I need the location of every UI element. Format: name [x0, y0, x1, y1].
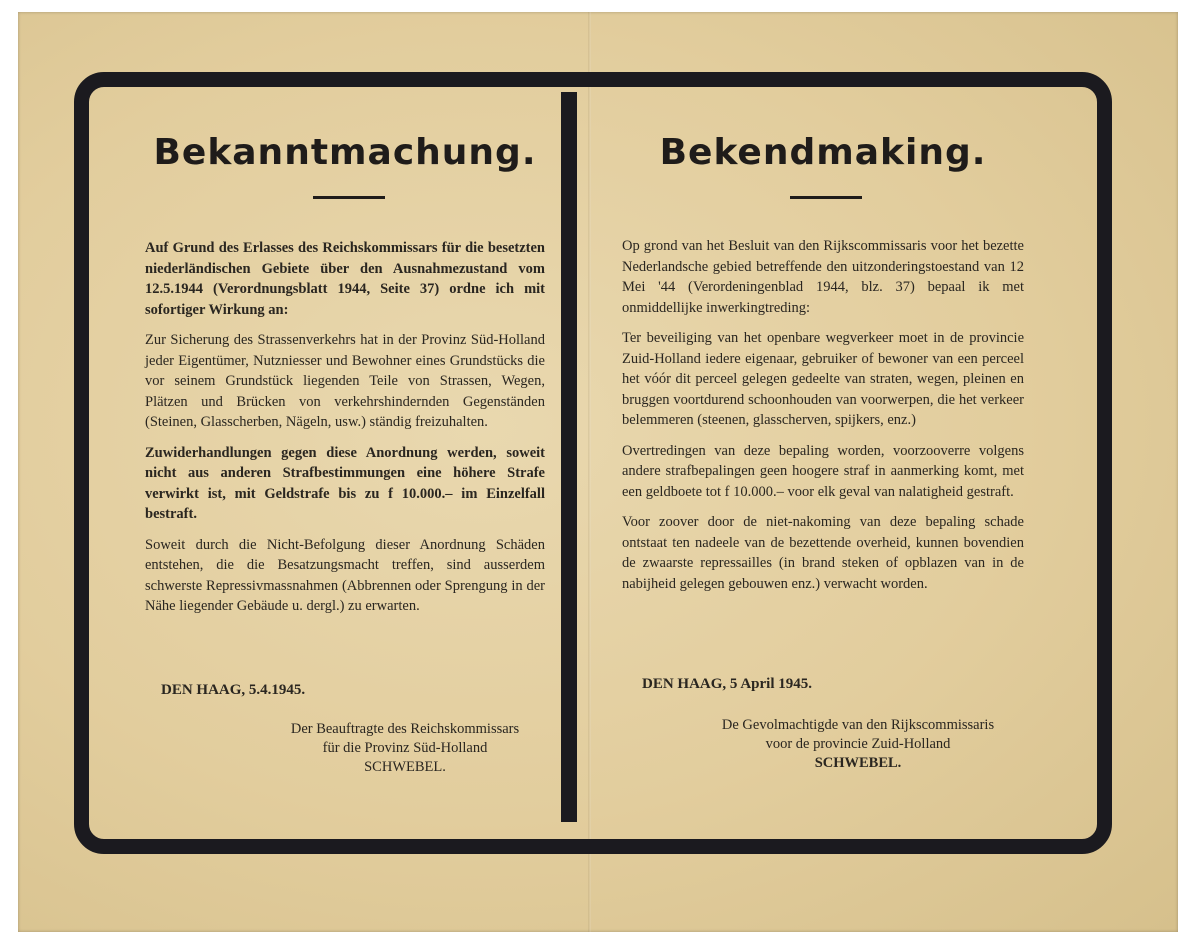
dutch-title-rule [790, 196, 862, 199]
german-paragraph: Soweit durch die Nicht-Befolgung dieser Anordnung Schäden entstehen, die die Besatzungsmacht treffen, sind ausserdem schwerste Repressivmassnahmen (Abbrennen oder Sprengung in der Nähe liegender Gebäude u. dergl.) zu erwarten. [145, 536, 545, 614]
dutch-paragraph: Voor zoover door de niet-nakoming van deze bepaling schade ontstaat ten nadeele van de bezettende overheid, kunnen bovendien de zwaarste repressailles (in brand steken of opblazen van in de nabijheid gelegen gebouwen enz.) verwacht worden. [622, 514, 1024, 592]
german-signature [265, 720, 545, 777]
german-signature-line1: Der Beauftragte des Reichskommissars [290, 721, 520, 737]
dutch-signature [688, 716, 1028, 773]
german-signature-line2: für die Provinz Süd-Holland [322, 740, 488, 756]
german-signature-name: SCHWEBEL. [364, 759, 446, 775]
german-body [145, 238, 545, 627]
german-paragraph: Auf Grund des Erlasses des Reichskommissars für die besetzten niederländischen Gebiete über den Ausnahmezustand vom 12.5.1944 (Verordnungsblatt 1944, Seite 37) ordne ich mit sofortiger Wirkung an: [145, 240, 545, 318]
dutch-body [622, 236, 1024, 604]
german-paragraph: Zur Sicherung des Strassenverkehrs hat in der Provinz Süd-Holland jeder Eigentümer, Nutzniesser und Bewohner eines Grundstücks die vor seinem Grundstück liegenden Teile von Strassen, Wegen, Plätzen und Brücken von verkehrshindernden Gegenständen (Steinen, Glasscherben, Nägeln, usw.) ständig freizuhalten. [145, 332, 545, 430]
dutch-dateline: DEN HAAG, 5 April 1945. [642, 676, 813, 692]
german-paragraph: Zuwiderhandlungen gegen diese Anordnung werden, soweit nicht aus anderen Strafbestimmungen eine höhere Strafe verwirkt ist, mit Geldstrafe bis zu f 10.000.– im Einzelfall bestraft. [145, 444, 545, 522]
dutch-paragraph: Overtredingen van deze bepaling worden, voorzooverre volgens andere strafbepalingen geen hoogere straf in aanmerking komt, met een geldboete tot f 10.000.– voor elk geval van nalatigheid gestraft. [622, 442, 1024, 500]
dutch-paragraph: Ter beveiliging van het openbare wegverkeer moet in de provincie Zuid-Holland iedere eigenaar, gebruiker of bewoner van een perceel het vóór dit perceel gelegen gedeelte van straten, wegen, pleinen en bruggen voortdurend schoonhouden van voorwerpen, die het verkeer belemmeren (steenen, glasscherven, spijkers, enz.) [622, 330, 1024, 428]
dutch-signature-line1: De Gevolmachtigde van den Rijkscommissaris [721, 717, 995, 733]
german-title-rule [313, 196, 385, 199]
dutch-signature-name: SCHWEBEL. [814, 755, 902, 771]
german-title: Bekanntmachung. [153, 132, 537, 173]
dutch-paragraph: Op grond van het Besluit van den Rijkscommissaris voor het bezette Nederlandsche gebied betreffende den uitzonderingstoestand van 12 Mei '44 (Verordeningenblad 1944, blz. 37) bepaal ik met onmiddellijke inwerkingtreding: [622, 238, 1024, 316]
column-divider [561, 92, 577, 822]
dutch-signature-line2: voor de provincie Zuid-Holland [765, 736, 951, 752]
german-dateline: DEN HAAG, 5.4.1945. [161, 682, 306, 698]
dutch-title: Bekendmaking. [659, 132, 987, 173]
